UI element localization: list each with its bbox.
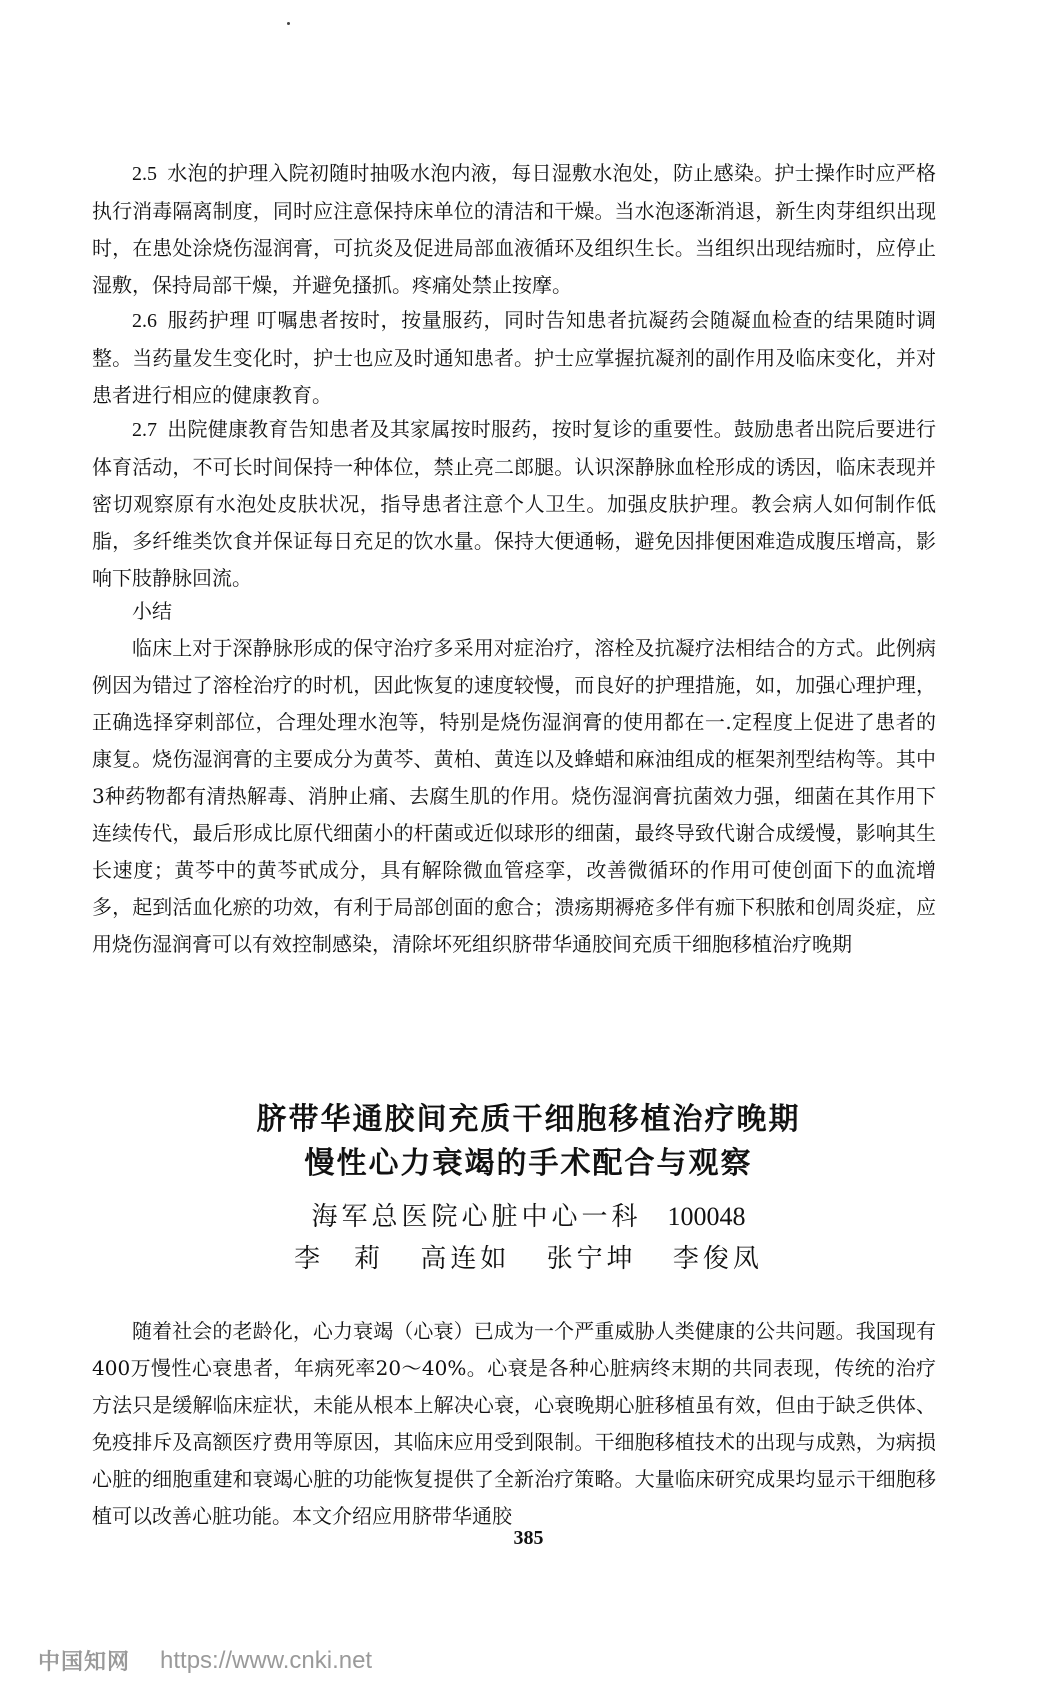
summary-section bbox=[92, 593, 936, 963]
section-number: 2.5 bbox=[132, 163, 157, 185]
summary-text: 临床上对于深静脉形成的保守治疗多采用对症治疗，溶栓及抗凝疗法相结合的方式。此例病例因为错过了溶栓治疗的时机，因此恢复的速度较慢，而良好的护理措施，如，加强心理护理，正确选择穿刺部位，合理处理水泡等，特别是烧伤湿润膏的使用都在一.定程度上促进了患者的康复。烧伤湿润膏的主要成分为黄芩、黄柏、黄连以及蜂蜡和麻油组成的框架剂型结构等。其中3种药物都有清热解毒、消肿止痛、去腐生肌的作用。烧伤湿润膏抗菌效力强，细菌在其作用下连续传代，最后形成比原代细菌小的杆菌或近似球形的细菌，最终导致代谢合成缓慢，影响其生长速度；黄芩中的黄芩甙成分，具有解除微血管痉挛，改善微循环的作用可使创面下的血流增多，起到活血化瘀的功效，有利于局部创面的愈合；溃疡期褥疮多伴有痂下积脓和创周炎症，应用烧伤湿润膏可以有效控制感染，清除坏死组织脐带华通胶间充质干细胞移植治疗晚期 bbox=[92, 636, 936, 956]
cnki-watermark bbox=[38, 1645, 372, 1676]
title-line-1: 脐带华通胶间充质干细胞移植治疗晚期 bbox=[256, 1102, 801, 1137]
section-2-5 bbox=[92, 155, 936, 304]
author: 张宁坤 bbox=[546, 1244, 637, 1274]
section-number: 2.7 bbox=[132, 419, 157, 441]
author: 李俊凤 bbox=[672, 1244, 763, 1274]
author: 李 莉 bbox=[294, 1244, 385, 1274]
intro-paragraph: 随着社会的老龄化，心力衰竭（心衰）已成为一个严重威胁人类健康的公共问题。我国现有400万慢性心衰患者，年病死率20～40%。心衰是各种心脏病终末期的共同表现，传统的治疗方法只是缓解临床症状，未能从根本上解决心衰，心衰晚期心脏移植虽有效，但由于缺乏供体、免疫排斥及高额医疗费用等原因，其临床应用受到限制。干细胞移植技术的出现与成熟，为病损心脏的细胞重建和衰竭心脏的功能恢复提供了全新治疗策略。大量临床研究成果均显示干细胞移植可以改善心脏功能。本文介绍应用脐带华通胶 bbox=[92, 1319, 936, 1528]
scan-speck bbox=[287, 22, 290, 25]
cnki-logo: 中国知网 bbox=[38, 1650, 131, 1675]
section-2-6 bbox=[92, 302, 936, 414]
author-list bbox=[0, 1240, 1057, 1278]
section-2-7-paragraph bbox=[92, 411, 936, 597]
section-text: 出院健康教育告知患者及其家属按时服药，按时复诊的重要性。鼓励患者出院后要进行体育活动，不可长时间保持一种体位，禁止亮二郎腿。认识深静脉血栓形成的诱因，临床表现并密切观察原有水泡处皮肤状况，指导患者注意个人卫生。加强皮肤护理。教会病人如何制作低脂，多纤维类饮食并保证每日充足的饮水量。保持大便通畅，避免因排便困难造成腹压增高，影响下肢静脉回流。 bbox=[92, 417, 936, 590]
affiliation-name: 海军总医院心脏中心一科 bbox=[311, 1202, 642, 1232]
cnki-url[interactable]: https://www.cnki.net bbox=[160, 1646, 373, 1674]
section-2-7 bbox=[92, 411, 936, 597]
section-number: 2.6 bbox=[132, 310, 157, 332]
title-line-2: 慢性心力衰竭的手术配合与观察 bbox=[304, 1146, 753, 1181]
article-title bbox=[0, 1098, 1057, 1186]
section-text: 服药护理 叮嘱患者按时，按量服药，同时告知患者抗凝药会随凝血检查的结果随时调整。当药量发生变化时，护士也应及时通知患者。护士应掌握抗凝剂的副作用及临床变化，并对患者进行相应的健康教育。 bbox=[92, 308, 936, 407]
affiliation bbox=[0, 1198, 1057, 1236]
article-intro bbox=[92, 1313, 936, 1535]
section-2-6-paragraph bbox=[92, 302, 936, 414]
section-text: 水泡的护理入院初随时抽吸水泡内液，每日湿敷水泡处，防止感染。护士操作时应严格执行消毒隔离制度，同时应注意保持床单位的清洁和干燥。当水泡逐渐消退，新生肉芽组织出现时，在患处涂烧伤湿润膏，可抗炎及促进局部血液循环及组织生长。当组织出现结痂时，应停止湿敷，保持局部干燥，并避免搔抓。疼痛处禁止按摩。 bbox=[92, 161, 936, 297]
summary-heading: 小结 bbox=[132, 599, 172, 623]
page-number: 385 bbox=[513, 1527, 544, 1549]
author: 高连如 bbox=[420, 1244, 511, 1274]
section-2-5-paragraph bbox=[92, 155, 936, 304]
postal-code: 100048 bbox=[667, 1202, 746, 1231]
